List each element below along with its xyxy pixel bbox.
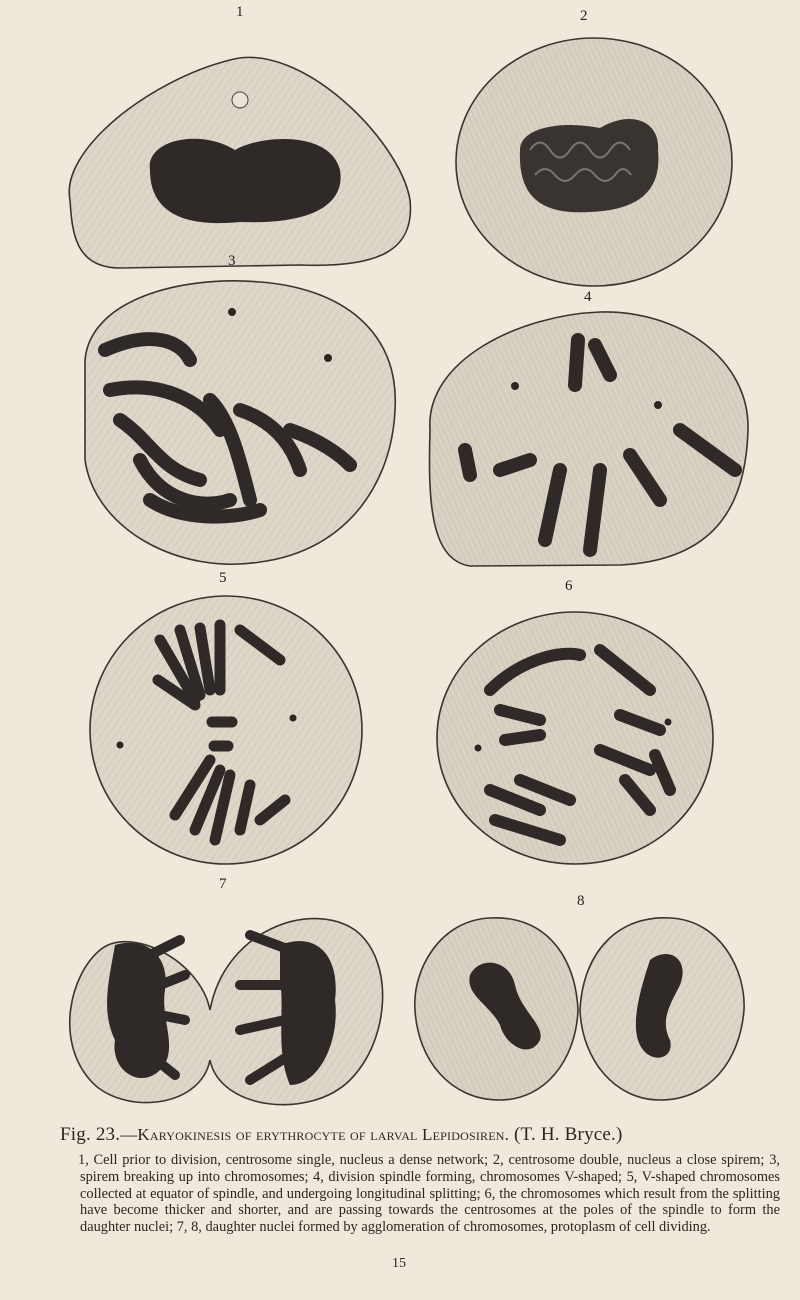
cell-4 <box>429 312 748 566</box>
figure-number: Fig. 23. <box>60 1124 121 1145</box>
cell-3 <box>85 281 395 564</box>
cell-1 <box>69 57 410 268</box>
figure-label-6: 6 <box>565 578 573 594</box>
figure-label-5: 5 <box>219 570 227 586</box>
cell-6 <box>437 612 713 864</box>
figure-label-4: 4 <box>584 289 592 305</box>
figure-label-1: 1 <box>236 4 244 20</box>
cell-2 <box>456 38 732 286</box>
cell-7 <box>70 919 383 1105</box>
figure-caption-body: 1, Cell prior to division, centrosome single, nucleus a dense network; 2, centrosome double, nucleus a close spirem; 3, spirem breaking up into chromosomes; 4, division spindle forming, chromosomes V-shaped; 5, V-shaped chromosomes collected at equator of spindle, and undergoing longitudinal splitting; 6, the chromosomes which result from the splitting have become thicker and shorter, and are passing towards the centrosomes at the poles of the spindle to form the daughter nuclei; 7, 8, daughter nuclei formed by agglomeration of chromosomes, protoplasm of cell dividing. <box>78 1152 780 1236</box>
cell-8 <box>415 918 744 1100</box>
figure-caption-title <box>60 1124 790 1146</box>
figure-label-2: 2 <box>580 8 588 24</box>
page-number: 15 <box>392 1256 406 1271</box>
figure-label-8: 8 <box>577 893 585 909</box>
figure-label-3: 3 <box>228 253 236 269</box>
figure-label-7: 7 <box>219 876 227 892</box>
cell-5 <box>90 596 362 864</box>
figure-title: —Karyokinesis of erythrocyte of larval Lepidosiren. <box>120 1125 510 1144</box>
figure-credit: (T. H. Bryce.) <box>514 1124 623 1145</box>
